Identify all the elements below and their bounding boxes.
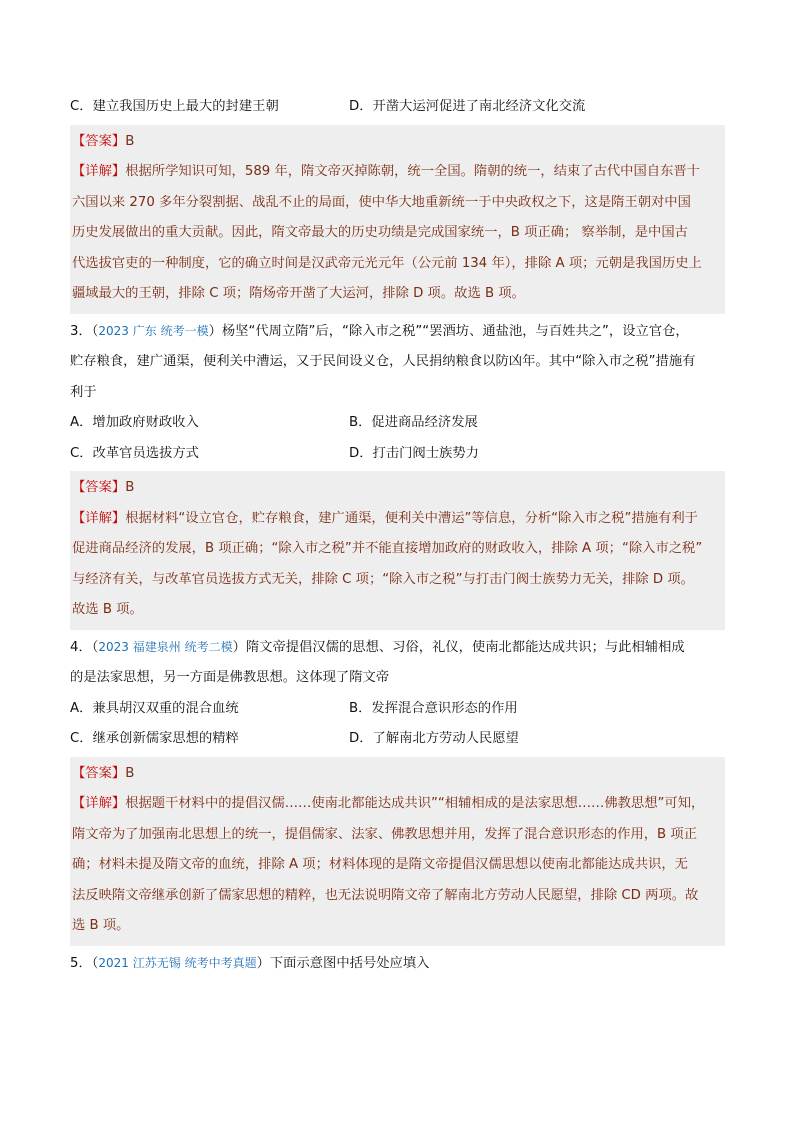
detail-tag: 【详解】: [72, 510, 126, 526]
q3-detail-line-2: 促进商品经济的发展，B 项正确；“除入市之税”并不能直接增加政府的财政收入，排除 A 项；“除入市之税”: [72, 541, 703, 556]
q3-option-c[interactable]: C．改革官员选拔方式: [70, 445, 199, 461]
q5-source: 2021 江苏无锡 统考中考真题: [98, 955, 257, 970]
q2-answer-block: [70, 125, 725, 314]
q4-options-cd: [70, 724, 725, 755]
q2-detail-line-4: 代选拔官吏的一种制度，它的确立时间是汉武帝元光元年（公元前 134 年），排除 A 项；元朝是我国历史上: [72, 255, 702, 271]
answer-tag: 【答案】: [72, 765, 126, 781]
q2-detail-line-1: 【详解】根据所学知识可知，589 年，隋文帝灭掉陈朝，统一全国。隋朝的统一，结束了古代中国自东晋十: [72, 164, 700, 179]
q4-option-b[interactable]: B．发挥混合意识形态的作用: [349, 700, 518, 716]
q4-answer-block: [70, 757, 725, 946]
q4-option-c[interactable]: C．继承创新儒家思想的精粹: [70, 731, 239, 746]
q2-detail-line-3: 历史发展做出的重大贡献。因此，隋文帝最大的历史功绩是完成国家统一，B 项正确； 察举制，是中国古: [72, 225, 688, 240]
q4-answer-line: [70, 759, 725, 790]
q4-option-d[interactable]: D．了解南北方劳动人民愿望: [349, 731, 519, 746]
answer-value: B: [125, 480, 135, 495]
q3-detail-line-4: 故选 B 项。: [72, 602, 143, 617]
detail-tag: 【详解】: [72, 164, 126, 179]
q4-stem-line-2: 的是法家思想，另一方面是佛教思想。这体现了隋文帝: [70, 670, 390, 685]
q3-detail-line-3: 与经济有关，与改革官员选拔方式无关，排除 C 项；“除入市之税”与打击门阀士族势力无关，排除 D 项。: [72, 571, 694, 587]
q4-detail-line-1: 【详解】根据题干材料中的提倡汉儒……使南北都能达成共识”“相辅相成的是法家思想……佛教思想”可知，: [72, 796, 705, 811]
q3-answer-block: [70, 471, 725, 630]
q3-option-a[interactable]: A．增加政府财政收入: [70, 415, 199, 430]
answer-tag: 【答案】: [72, 133, 126, 149]
q4-stem-line-1: 4．（2023 福建泉州 统考二模）隋文帝提倡汉儒的思想、习俗，礼仪，使南北都能达成共识；与此相辅相成: [70, 639, 685, 655]
q3-options-ab: [70, 408, 725, 439]
answer-value: B: [125, 133, 135, 149]
q4-detail-line-3: 确；材料未提及隋文帝的血统，排除 A 项；材料体现的是隋文帝提倡汉儒思想以使南北都能达成共识，无: [72, 857, 688, 872]
q3-stem-line-2: 贮存粮食，建广通渠，便利关中漕运，又于民间设义仓，人民捐纳粮食以防凶年。其中“除入市之税”措施有: [70, 354, 696, 369]
q2-option-d[interactable]: D．开凿大运河促进了南北经济文化交流: [349, 99, 586, 114]
q4-detail-line-2: 隋文帝为了加强南北思想上的统一，提倡儒家、法家、佛教思想并用，发挥了混合意识形态的作用，B 项正: [72, 826, 698, 842]
answer-tag: 【答案】: [72, 480, 126, 495]
q2-answer-line: [70, 127, 725, 158]
document-page: [70, 92, 725, 979]
q3-detail-line-1: 【详解】根据材料“设立官仓，贮存粮食，建广通渠，便利关中漕运”等信息，分析“除入市之税”措施有利于: [72, 510, 698, 526]
q4-source: 2023 福建泉州 统考二模: [98, 639, 233, 654]
q3-options-cd: [70, 439, 725, 470]
q4-detail-line-5: 选 B 项。: [72, 918, 130, 933]
q4-option-a[interactable]: A．兼具胡汉双重的混合血统: [70, 700, 239, 716]
q3-option-b[interactable]: B．促进商品经济发展: [349, 415, 478, 430]
detail-tag: 【详解】: [72, 796, 126, 811]
q4-detail-line-4: 法反映隋文帝继承创新了儒家思想的精粹，也无法说明隋文帝了解南北方劳动人民愿望，排除 CD 两项。故: [72, 887, 699, 903]
q2-detail-line-2: 六国以来 270 多年分裂割据、战乱不止的局面，使中华大地重新统一于中央政权之下，这是隋王朝对中国: [72, 194, 691, 210]
q2-option-c[interactable]: C．建立我国历史上最大的封建王朝: [70, 99, 279, 114]
q3-stem-line-1: 3．（2023 广东 统考一模）杨坚“代周立隋”后，“除入市之税”“罢酒坊、通盐池，与百姓共之”，设立官仓，: [70, 323, 689, 339]
q4-options-ab: [70, 694, 725, 725]
q3-answer-line: [70, 473, 725, 504]
q3-source: 2023 广东 统考一模: [98, 323, 209, 338]
q5-stem-line-1: 5．（2021 江苏无锡 统考中考真题）下面示意图中括号处应填入: [70, 955, 430, 971]
q3-option-d[interactable]: D．打击门阀士族势力: [349, 445, 479, 461]
q2-options-cd: [70, 92, 725, 123]
q3-stem-line-3: 利于: [70, 384, 97, 400]
answer-value: B: [125, 765, 135, 781]
q2-detail-line-5: 疆域最大的王朝，排除 C 项；隋炀帝开凿了大运河，排除 D 项。故选 B 项。: [72, 286, 525, 301]
